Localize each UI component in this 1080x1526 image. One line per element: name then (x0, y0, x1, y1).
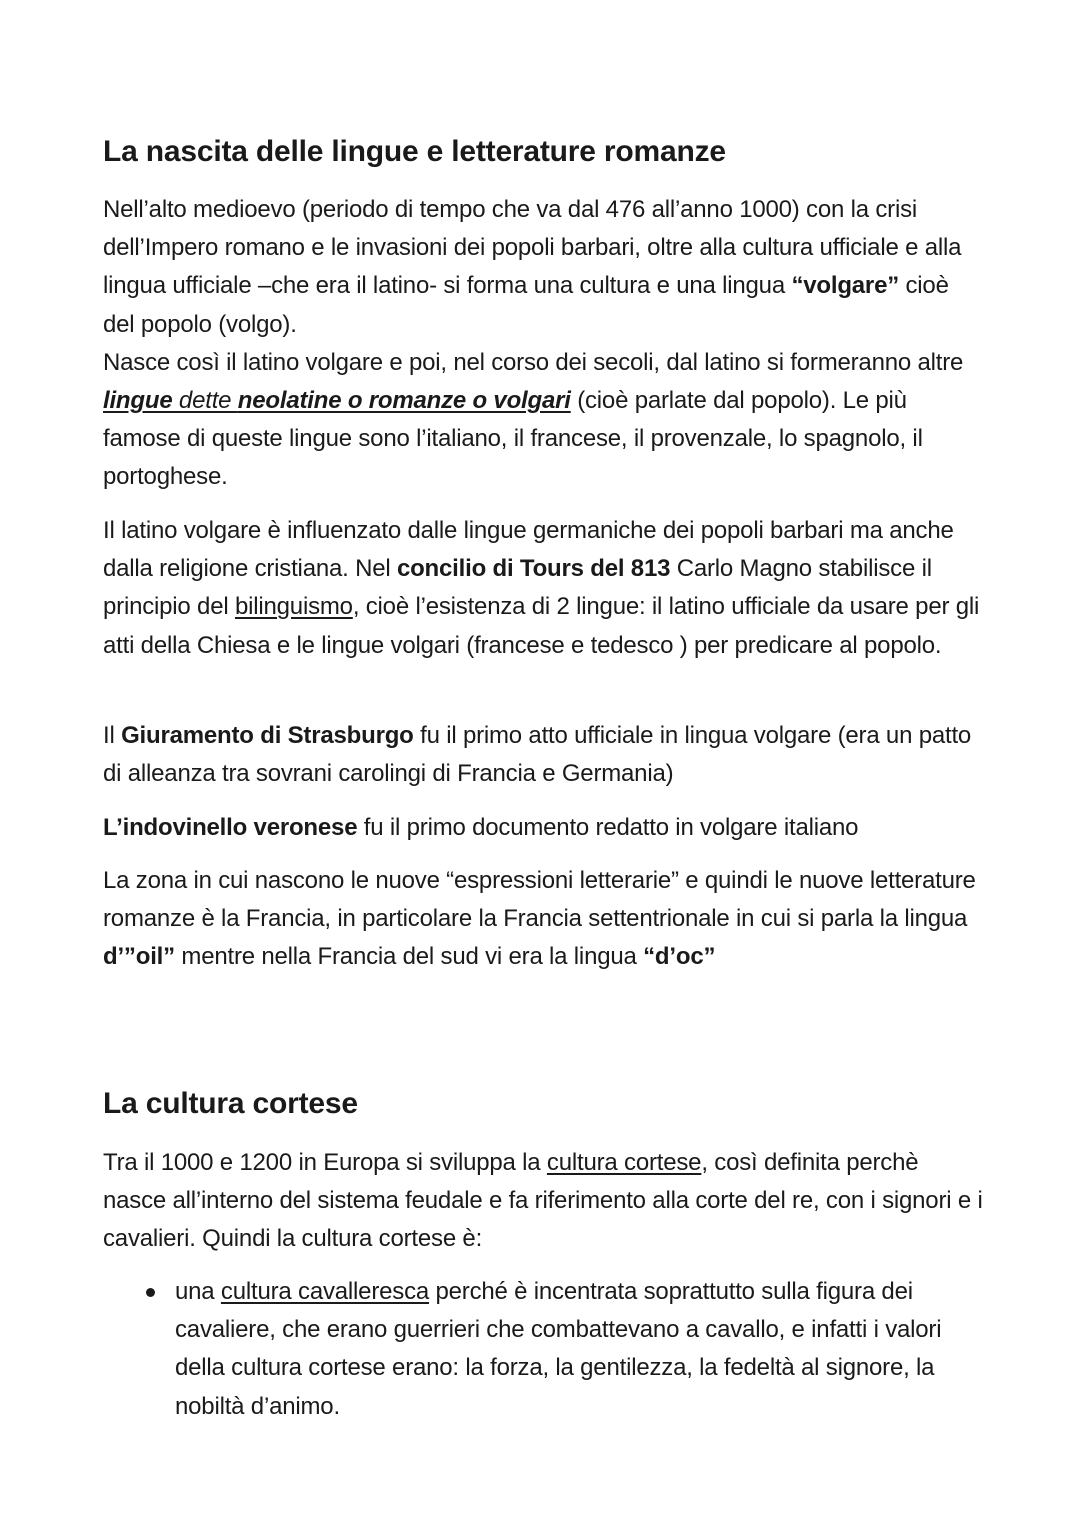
term-lingue: lingue (103, 387, 173, 415)
term-cultura-cavalleresca: cultura cavalleresca (220, 1278, 430, 1305)
paragraph-origins: Nell’alto medioevo (periodo di tempo che va dal 476 all’anno 1000) con la crisi dell’Impero romano e le invasioni dei popoli barbari, oltre alla cultura ufficiale e alla lingua ufficiale –che era il latino- si forma una cultura e una lingua “volgare” cioè del popolo (volgo). Nasce così il latino volgare e poi, nel corso dei secoli, dal latino si formeranno altre lingue dette neolatine o romanze o volgari (cioè parlate dal popolo). Le più famose di queste lingue sono l’italiano, il francese, il provenzale, lo spagnolo, il portoghese. (103, 196, 964, 491)
term-volgare: “volgare” (791, 272, 900, 300)
term-oil: d’”oil” (103, 943, 175, 971)
bullet-icon (146, 1288, 155, 1297)
paragraph-francia: La zona in cui nascono le nuove “espressioni letterarie” e quindi le nuove letterature romanze è la Francia, in particolare la Francia settentrionale in cui si parla la lingua d’”oil” mentre nella Francia del sud vi era la lingua “d’oc” (103, 867, 976, 971)
term-giuramento: Giuramento di Strasburgo (121, 722, 414, 749)
bullet-list (103, 1273, 983, 1426)
paragraph-indovinello: L’indovinello veronese fu il primo documento redatto in volgare italiano (103, 814, 859, 841)
section-title: La nascita delle lingue e letterature romanze (103, 135, 726, 168)
term-neolatine: neolatine o romanze o volgari (237, 387, 571, 415)
term-indovinello: L’indovinello veronese (103, 814, 358, 841)
paragraph-giuramento: Il Giuramento di Strasburgo fu il primo atto ufficiale in lingua volgare (era un patto di alleanza tra sovrani carolingi di Francia e Germania) (103, 722, 972, 788)
term-oc: “d’oc” (643, 943, 716, 971)
paragraph-cultura-cortese: Tra il 1000 e 1200 in Europa si sviluppa la cultura cortese, così definita perchè nasce all’interno del sistema feudale e fa riferimento alla corte del re, con i signori e i cavalieri. Quindi la cultura cortese è: (103, 1149, 983, 1253)
term-bilinguismo: bilinguismo (234, 593, 353, 621)
section-title: La cultura cortese (103, 1087, 358, 1120)
term-concilio-tours: concilio di Tours del 813 (396, 555, 671, 583)
list-item: una cultura cavalleresca perché è incentrata soprattutto sulla figura dei cavaliere, che erano guerrieri che combattevano a cavallo, e infatti i valori della cultura cortese erano: la forza, la gentilezza, la fedeltà al signore, la nobiltà d’animo. (103, 1273, 983, 1426)
term-cultura-cortese: cultura cortese (546, 1149, 702, 1176)
paragraph-latino-volgare: Il latino volgare è influenzato dalle lingue germaniche dei popoli barbari ma anche dalla religione cristiana. Nel concilio di Tours del 813 Carlo Magno stabilisce il principio del bilinguismo, cioè l’esistenza di 2 lingue: il latino ufficiale da usare per gli atti della Chiesa e le lingue volgari (francese e tedesco ) per predicare al popolo. (103, 517, 980, 659)
